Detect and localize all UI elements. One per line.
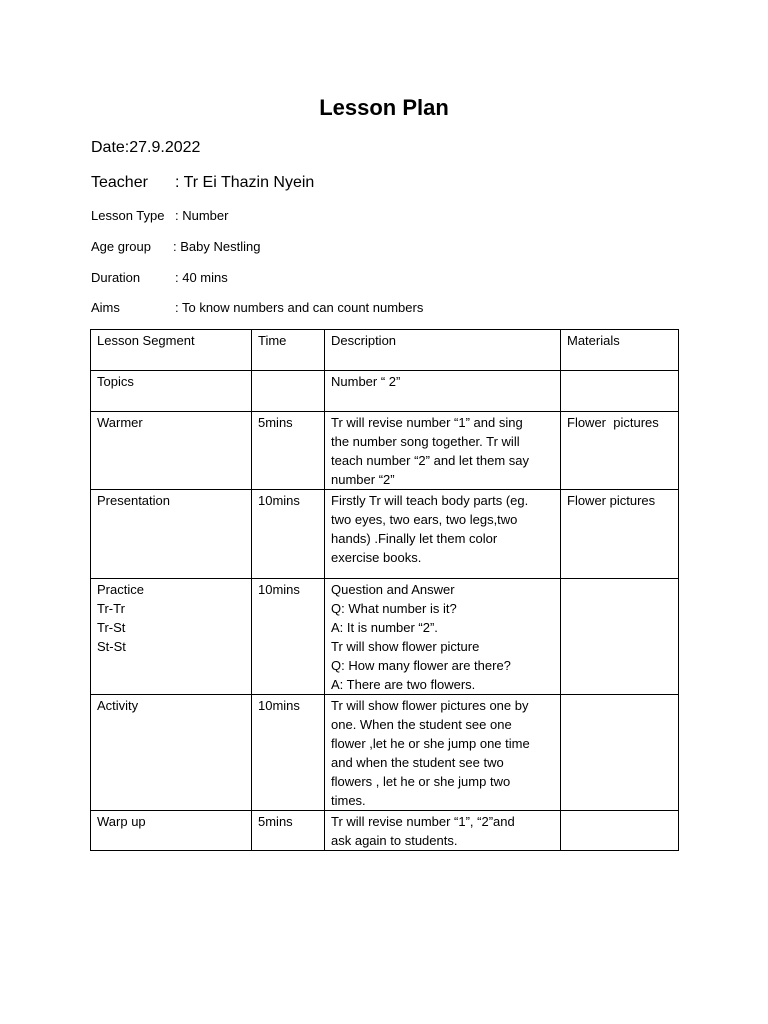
description-line: Tr will revise number “1”, “2”and bbox=[331, 814, 515, 829]
page-title: Lesson Plan bbox=[319, 95, 449, 120]
lesson-type-label: Lesson Type bbox=[91, 208, 165, 223]
description-line: one. When the student see one bbox=[331, 717, 512, 732]
description-line: A: It is number “2”. bbox=[331, 620, 438, 635]
description-line: Tr will revise number “1” and sing bbox=[331, 415, 523, 430]
description-line: exercise books. bbox=[331, 550, 422, 565]
table-row bbox=[91, 579, 679, 695]
description-cell bbox=[325, 412, 561, 490]
segment-line: St-St bbox=[97, 639, 126, 654]
duration-value: : 40 mins bbox=[175, 270, 228, 285]
segment-cell bbox=[91, 490, 252, 579]
table-row bbox=[91, 811, 679, 851]
header-lesson-segment: Lesson Segment bbox=[91, 330, 252, 371]
table-header-row bbox=[91, 330, 679, 371]
description-line: Tr will show flower pictures one by bbox=[331, 698, 529, 713]
description-line: Q: How many flower are there? bbox=[331, 658, 511, 673]
header-description: Description bbox=[325, 330, 561, 371]
segment-cell bbox=[91, 811, 252, 851]
header-materials: Materials bbox=[561, 330, 679, 371]
segment-line: Tr-St bbox=[97, 620, 126, 635]
description-cell bbox=[325, 579, 561, 695]
age-group-label: Age group bbox=[91, 239, 151, 254]
segment-cell bbox=[91, 412, 252, 490]
description-line: Tr will show flower picture bbox=[331, 639, 480, 654]
teacher-label: Teacher bbox=[91, 174, 148, 191]
description-line: A: There are two flowers. bbox=[331, 677, 476, 692]
table-row bbox=[91, 371, 679, 412]
teacher-value: : Tr Ei Thazin Nyein bbox=[175, 174, 315, 191]
description-line: two eyes, two ears, two legs,two bbox=[331, 512, 518, 527]
table-row bbox=[91, 695, 679, 811]
materials-cell bbox=[561, 371, 679, 412]
segment-line: Tr-Tr bbox=[97, 601, 125, 616]
materials-cell bbox=[561, 695, 679, 811]
description-line: number “2” bbox=[331, 472, 395, 487]
description-line: times. bbox=[331, 793, 366, 808]
description-line: teach number “2” and let them say bbox=[331, 453, 529, 468]
table-row bbox=[91, 490, 679, 579]
segment-line: Topics bbox=[97, 374, 134, 389]
segment-line: Presentation bbox=[97, 493, 170, 508]
lesson-type-value: : Number bbox=[175, 208, 229, 223]
description-line: flower ,let he or she jump one time bbox=[331, 736, 530, 751]
header-time: Time bbox=[252, 330, 325, 371]
segment-line: Activity bbox=[97, 698, 139, 713]
description-cell bbox=[325, 490, 561, 579]
description-line: flowers , let he or she jump two bbox=[331, 774, 511, 789]
description-line: and when the student see two bbox=[331, 755, 504, 770]
segment-line: Warp up bbox=[97, 814, 146, 829]
segment-cell bbox=[91, 579, 252, 695]
time-cell: 10mins bbox=[252, 490, 325, 579]
description-cell bbox=[325, 811, 561, 851]
materials-cell: Flower pictures bbox=[561, 412, 679, 490]
time-cell: 5mins bbox=[252, 412, 325, 490]
description-line: ask again to students. bbox=[331, 833, 458, 848]
materials-cell bbox=[561, 811, 679, 851]
age-group-value: : Baby Nestling bbox=[173, 239, 261, 254]
description-cell bbox=[325, 371, 561, 412]
aims-label: Aims bbox=[91, 300, 120, 315]
duration-label: Duration bbox=[91, 270, 141, 285]
description-line: Firstly Tr will teach body parts (eg. bbox=[331, 493, 529, 508]
description-cell bbox=[325, 695, 561, 811]
description-line: the number song together. Tr will bbox=[331, 434, 520, 449]
segment-line: Warmer bbox=[97, 415, 143, 430]
time-cell bbox=[252, 371, 325, 412]
segment-line: Practice bbox=[97, 582, 144, 597]
time-cell: 5mins bbox=[252, 811, 325, 851]
table-row bbox=[91, 412, 679, 490]
description-line: Question and Answer bbox=[331, 582, 455, 597]
materials-cell bbox=[561, 579, 679, 695]
lesson-plan-table bbox=[90, 329, 679, 851]
segment-cell bbox=[91, 371, 252, 412]
materials-cell: Flower pictures bbox=[561, 490, 679, 579]
lesson-date: Date:27.9.2022 bbox=[91, 139, 201, 156]
aims-value: : To know numbers and can count numbers bbox=[175, 300, 424, 315]
description-line: Number “ 2” bbox=[331, 374, 401, 389]
description-line: hands) .Finally let them color bbox=[331, 531, 498, 546]
segment-cell bbox=[91, 695, 252, 811]
time-cell: 10mins bbox=[252, 579, 325, 695]
time-cell: 10mins bbox=[252, 695, 325, 811]
description-line: Q: What number is it? bbox=[331, 601, 457, 616]
